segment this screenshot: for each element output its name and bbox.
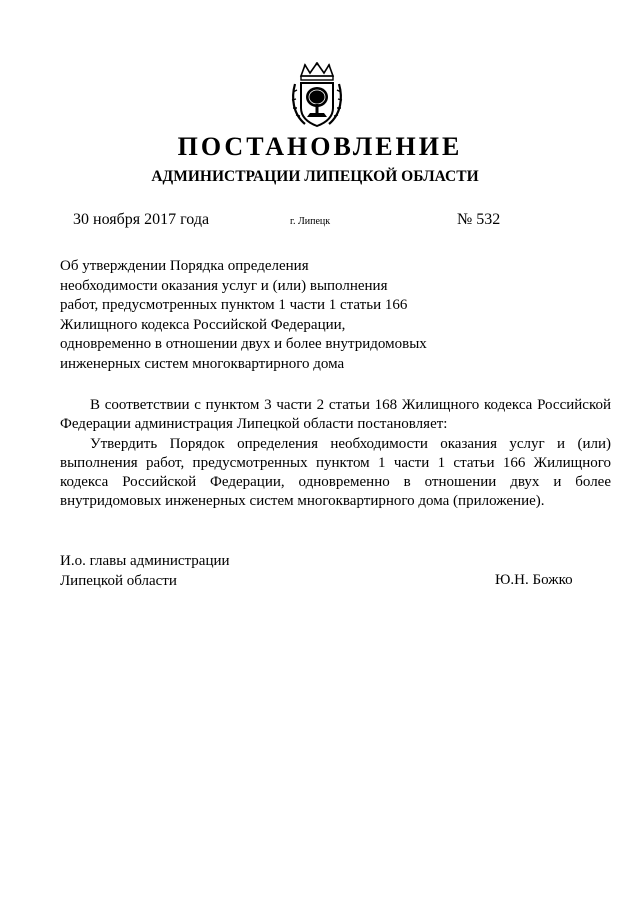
signatory-position-line: И.о. главы администрации [60, 553, 230, 569]
document-number: № 532 [457, 211, 501, 228]
document-subject [60, 257, 480, 375]
document-date: 30 ноября 2017 года [73, 211, 210, 228]
body-paragraph: В соответствии с пунктом 3 части 2 статьи 168 Жилищного кодекса Российской Федерации администрация Липецкой области постановляет: [60, 397, 611, 433]
body-paragraph: Утвердить Порядок определения необходимости оказания услуг и (или) выполнения работ, предусмотренных пунктом 1 части 1 статьи 166 Жилищного кодекса Российской Федерации, одновременно в отношении двух и более внутридомовых инженерных систем многоквартирного дома (приложение). [60, 435, 611, 510]
subject-line: инженерных систем многоквартирного дома [60, 355, 345, 372]
subject-line: одновременно в отношении двух и более внутридомовых [60, 336, 427, 353]
subject-line: Жилищного кодекса Российской Федерации, [60, 316, 346, 333]
subject-line: работ, предусмотренных пунктом 1 части 1 статьи 166 [60, 297, 408, 314]
subject-line: Об утверждении Порядка определения [60, 258, 309, 274]
document-title: ПОСТАНОВЛЕНИЕ [177, 132, 463, 161]
signatory-position [60, 552, 230, 591]
document-city: г. Липецк [290, 216, 331, 227]
coat-of-arms-icon [289, 62, 345, 130]
issuing-authority: АДМИНИСТРАЦИИ ЛИПЕЦКОЙ ОБЛАСТИ [151, 168, 479, 185]
subject-line: необходимости оказания услуг и (или) выполнения [60, 277, 388, 294]
document-body [60, 396, 611, 512]
signatory-position-line: Липецкой области [60, 572, 177, 589]
signatory-name: Ю.Н. Божко [495, 572, 573, 588]
